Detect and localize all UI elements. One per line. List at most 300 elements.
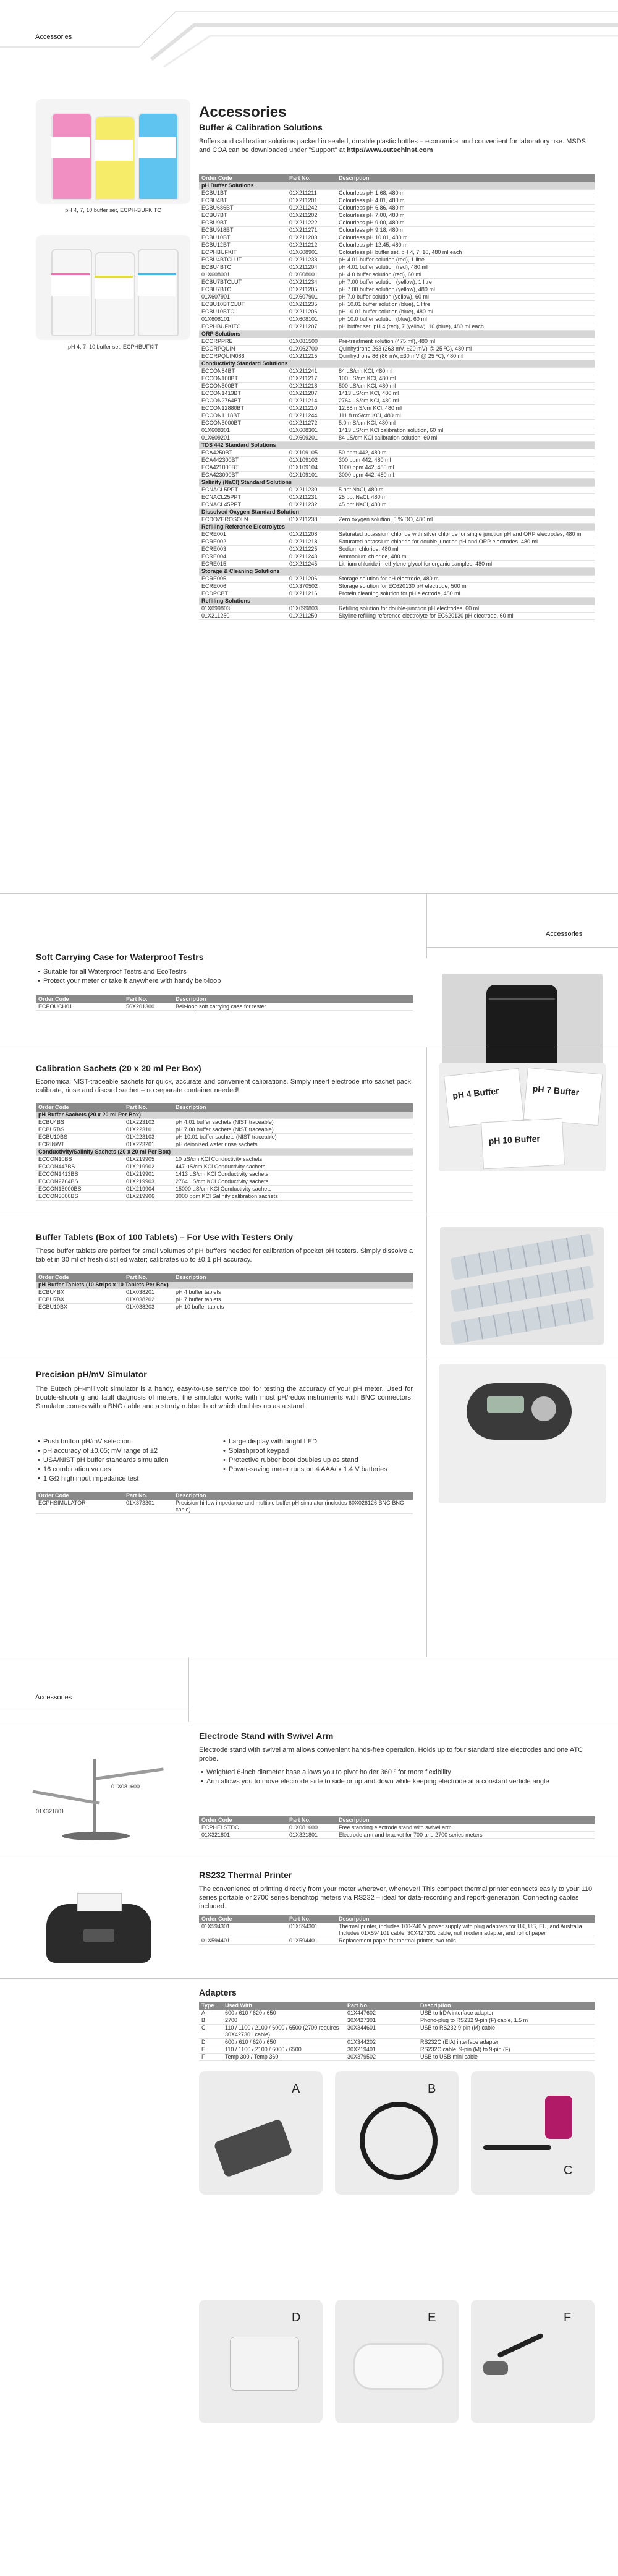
table-cell: ECBU10BTC [199,308,287,316]
table-cell: ECBU918BT [199,227,287,234]
table-cell: B [199,2017,222,2025]
table-row [199,2039,595,2046]
table-cell: 01X608101 [287,316,336,323]
table-row [199,583,595,590]
simulator-title: Precision pH/mV Simulator [36,1369,147,1379]
table-row [36,1178,413,1186]
table-cell: 01X211212 [287,242,336,249]
table-cell: 01X211222 [287,219,336,227]
table-row [199,405,595,412]
printer-order-table [199,1915,595,1945]
table-cell: ECBU1BT [199,190,287,197]
photo-label: D [292,2311,301,2324]
table-cell: 50 ppm 442, 480 ml [336,449,595,457]
table-cell: Colourless pH 10.01, 480 ml [336,234,595,242]
table-cell: 56X201300 [124,1003,173,1011]
table-row [199,472,595,479]
table-cell: 01X099803 [287,605,336,613]
table-cell: Zero oxygen solution, 0 % DO, 480 ml [336,516,595,524]
table-cell: 01X609201 [199,435,287,442]
table-row [199,227,595,234]
table-row [199,576,595,583]
table-cell: 01X038203 [124,1304,173,1311]
table-cell: 01X211234 [287,279,336,286]
carrying-case-title: Soft Carrying Case for Waterproof Testrs [36,952,204,962]
adapter-photo-a [199,2071,323,2195]
table-cell: Precision hi-low impedance and multiple buffer pH simulator (includes 60X026126 BNC-BNC cable) [173,1500,413,1514]
table-cell: Colourless pH buffer set, pH 4, 7, 10, 480 ml each [336,249,595,257]
table-row [36,1304,413,1311]
table-row [199,1937,595,1945]
table-cell: ECNACL25PPT [199,494,287,501]
table-cell: Saturated potassium chloride for double junction pH and ORP electrodes, 480 ml [336,538,595,546]
table-cell: ECA423000BT [199,472,287,479]
table-row [199,264,595,271]
table-row [199,487,595,494]
table-cell: 01X211272 [287,420,336,427]
table-cell: 30X427301 [345,2017,418,2025]
table-cell: USB to IrDA interface adapter [418,2010,595,2017]
table-cell: ECBU10BX [36,1304,124,1311]
table-cell: 01X609201 [287,435,336,442]
intro-text: Buffers and calibration solutions packed in sealed, durable plastic bottles – economical and convenient for laboratory use. MSDS and COA can be downloaded under "Support" at [199,138,586,154]
table-cell: 2764 µS/cm KCl, 480 ml [336,397,595,405]
table-cell: ECDPCBT [199,590,287,598]
table-row [199,590,595,598]
table-row [199,212,595,219]
table-cell: pH 10.0 buffer solution (blue), 60 ml [336,316,595,323]
table-cell: ECRE005 [199,576,287,583]
table-group-row [36,1282,413,1289]
table-cell: Replacement paper for thermal printer, two rolls [336,1937,595,1945]
table-cell: ECBU7BTC [199,286,287,294]
table-row [199,390,595,397]
table-cell: pH 7.00 buffer sachets (NIST traceable) [173,1126,413,1134]
table-row [199,464,595,472]
table-group-row [199,568,595,576]
table-cell: 110 / 1100 / 2100 / 6000 / 6500 (2700 requires 30X427301 cable) [222,2025,345,2039]
table-cell: 01X081600 [287,1824,336,1832]
table-group-row [199,598,595,605]
table-cell: 2764 µS/cm KCl Conductivity sachets [173,1178,413,1186]
col-order-code: Order Code [199,174,287,182]
adapter-photo-e [335,2300,459,2423]
table-row [199,605,595,613]
table-cell: 01X223101 [124,1126,173,1134]
adapter-photo-grid [199,2071,595,2559]
feature-item: • USA/NIST pH buffer standards simulation [43,1456,229,1465]
feature-item: • 16 combination values [43,1465,229,1474]
table-group-row [36,1149,413,1156]
simulator-features-left [37,1437,229,1484]
table-cell: pH 4.0 buffer solution (red), 60 ml [336,271,595,279]
table-cell: ECBU686BT [199,205,287,212]
table-row [199,501,595,509]
table-cell: 01X607901 [199,294,287,301]
table-cell: 01X211215 [287,353,336,360]
table-cell: 01X099803 [199,605,287,613]
table-cell: 01X211216 [287,590,336,598]
group-label: Storage & Cleaning Solutions [199,568,595,576]
table-cell: ECBU12BT [199,242,287,249]
group-label: Dissolved Oxygen Standard Solution [199,509,595,516]
table-cell: 01X223103 [124,1134,173,1141]
col-part-no: Part No. [124,1273,173,1282]
feature-item: • pH accuracy of ±0.05; mV range of ±2 [43,1447,229,1456]
table-cell: Storage solution for pH electrode, 480 ml [336,576,595,583]
table-cell: F [199,2054,222,2061]
table-cell: 01X211210 [287,405,336,412]
section-intro [199,137,595,155]
table-group-row [199,479,595,487]
table-cell: 01X038202 [124,1296,173,1304]
buffer-bottles-clear-image [36,235,190,340]
table-cell: RS232C cable, 9-pin (M) to 9-pin (F) [418,2046,595,2054]
table-cell: 01X211206 [287,308,336,316]
simulator-image [439,1364,606,1503]
table-group-row [36,1112,413,1119]
carrying-case-features [37,967,414,986]
table-cell: 01X211235 [287,301,336,308]
col-description: Description [336,1816,595,1824]
page-1 [0,0,618,893]
table-cell: ECRE004 [199,553,287,561]
feature-item: • Suitable for all Waterproof Testrs and EcoTestrs [43,967,414,977]
feature-item: • Push button pH/mV selection [43,1437,229,1447]
table-cell: 01X211207 [287,323,336,331]
table-cell: pH buffer set, pH 4 (red), 7 (yellow), 10 (blue), 480 ml each [336,323,595,331]
table-row [199,242,595,249]
table-cell: ECNACL5PPT [199,487,287,494]
sachets-title: Calibration Sachets (20 x 20 ml Per Box) [36,1063,201,1073]
table-cell: A [199,2010,222,2017]
group-label: TDS 442 Standard Solutions [199,442,595,449]
sachet-label: pH 10 Buffer [488,1133,541,1146]
table-group-row [199,182,595,190]
table-cell: 1000 ppm 442, 480 ml [336,464,595,472]
table-row [199,294,595,301]
table-row [199,383,595,390]
table-cell: 01X219903 [124,1178,173,1186]
section-subtitle: Buffer & Calibration Solutions [199,122,323,132]
table-cell: 5.0 mS/cm KCl, 480 ml [336,420,595,427]
table-cell: 01X608901 [287,249,336,257]
page-title: Accessories [199,104,287,121]
table-cell: 10 µS/cm KCl Conductivity sachets [173,1156,413,1163]
table-cell: ECA421000BT [199,464,287,472]
table-row [199,286,595,294]
col-order-code: Order Code [199,1915,287,1923]
table-cell: 01X219902 [124,1163,173,1171]
group-label: Salinity (NaCl) Standard Solutions [199,479,595,487]
table-cell: 110 / 1100 / 2100 / 6000 / 6500 [222,2046,345,2054]
table-cell: ECBU9BT [199,219,287,227]
col-description: Description [336,174,595,182]
table-cell: 3000 ppm KCl Salinity calibration sachets [173,1193,413,1201]
section-tab: Accessories [546,930,583,938]
table-cell: 01X608001 [199,271,287,279]
table-cell: 01X370502 [287,583,336,590]
table-row [199,219,595,227]
table-cell: ECCON2764BT [199,397,287,405]
table-row [199,368,595,375]
table-cell: Electrode arm and bracket for 700 and 2700 series meters [336,1832,595,1839]
table-cell: Quinhydrone 86 (86 mV, ±30 mV @ 25 ºC), 480 ml [336,353,595,360]
table-row [199,420,595,427]
table-cell: pH 7.00 buffer solution (yellow), 480 ml [336,286,595,294]
table-cell: 1413 µS/cm KCl calibration solution, 60 ml [336,427,595,435]
sachets-intro: Economical NIST-traceable sachets for quick, accurate and convenient calibrations. Simply insert electrode into sachet pack, calibrate, rinse and discard sachet – no separate container needed! [36,1078,413,1094]
table-cell: 01X211238 [287,516,336,524]
stand-intro: Electrode stand with swivel arm allows convenient hands-free operation. Holds up to four standard size electrodes and one ATC probe. [199,1746,583,1762]
photo-label: E [428,2311,436,2324]
table-cell: 111.8 mS/cm KCl, 480 ml [336,412,595,420]
table-row [199,1832,595,1839]
table-cell: Lithium chloride in ethylene-glycol for organic samples, 480 ml [336,561,595,568]
col-used-with: Used With [222,2002,345,2010]
table-cell: Storage solution for EC620130 pH electrode, 500 ml [336,583,595,590]
table-cell: 01X062700 [287,346,336,353]
table-cell: Sodium chloride, 480 ml [336,546,595,553]
table-cell: ECCON12880BT [199,405,287,412]
table-group-row [199,360,595,368]
col-order-code: Order Code [36,1492,124,1500]
table-cell: 447 µS/cm KCl Conductivity sachets [173,1163,413,1171]
table-cell: Skyline refilling reference electrolyte for EC620130 pH electrode, 60 ml [336,613,595,620]
carrying-order-table [36,995,413,1011]
table-cell: ECBU7BS [36,1126,124,1134]
table-row [36,1141,413,1149]
table-cell: ECPHSIMULATOR [36,1500,124,1514]
thermal-printer-image [34,1885,170,1975]
table-cell: ECCON3000BS [36,1193,124,1201]
table-cell: 45 ppt NaCl, 480 ml [336,501,595,509]
table-row [36,1156,413,1163]
group-label: ORP Solutions [199,331,595,338]
group-label: Refilling Solutions [199,598,595,605]
table-cell: ECRE001 [199,531,287,538]
table-cell: ECCON84BT [199,368,287,375]
table-cell: ECBU10BTCLUT [199,301,287,308]
table-cell: 84 µS/cm KCl calibration solution, 60 ml [336,435,595,442]
table-row [36,1171,413,1178]
buffer-order-table [199,174,595,620]
table-cell: 01X109101 [287,472,336,479]
table-cell: ECCON1413BT [199,390,287,397]
table-cell: Pre-treatment solution (475 ml), 480 ml [336,338,595,346]
table-cell: ECBU7BTCLUT [199,279,287,286]
col-part-no: Part No. [287,1816,336,1824]
table-row [199,449,595,457]
feature-item: • 1 GΩ high input impedance test [43,1474,229,1484]
table-cell: 01X211271 [287,227,336,234]
table-row [199,427,595,435]
table-row [199,316,595,323]
simulator-intro: The Eutech pH-millivolt simulator is a handy, easy-to-use service tool for testing the accuracy of your pH meter. Used for trouble-shooting and fault diagnosis of meters, the simulator works with most pH/redox instruments with BNC connectors. Simulator comes with a BNC cable and a sturdy rubber boot which doubles up as a stand. [36,1385,413,1410]
table-cell: 01X211242 [287,205,336,212]
table-cell: 01X211225 [287,546,336,553]
table-cell: ECCON100BT [199,375,287,383]
table-cell: ECCON5000BT [199,420,287,427]
table-row [199,2017,595,2025]
image-caption: pH 4, 7, 10 buffer set, ECPHBUFKIT [68,344,158,350]
table-cell: ECORPQUIN086 [199,353,287,360]
table-cell: RS232C (EIA) interface adapter [418,2039,595,2046]
feature-item: • Protective rubber boot doubles up as stand [229,1456,420,1465]
col-order-code: Order Code [36,995,124,1003]
table-cell: ECRINWT [36,1141,124,1149]
simulator-features-right [222,1437,420,1474]
stand-label: 01X321801 [36,1808,65,1814]
table-cell: Phono-plug to RS232 9-pin (F) cable, 1.5 m [418,2017,595,2025]
table-row [199,538,595,546]
table-cell: 30X379502 [345,2054,418,2061]
table-row [199,2025,595,2039]
table-cell: pH 4.01 buffer sachets (NIST traceable) [173,1119,413,1126]
table-row [36,1193,413,1201]
col-part-no: Part No. [124,1103,173,1112]
table-cell: ECCON500BT [199,383,287,390]
feature-item: • Power-saving meter runs on 4 AAA/ x 1.4 V batteries [229,1465,420,1474]
table-cell: 01X211201 [287,197,336,205]
table-row [36,1126,413,1134]
table-cell: ECORPQUIN [199,346,287,353]
group-label: pH Buffer Solutions [199,182,595,190]
photo-label: B [428,2082,436,2096]
website-link[interactable]: http://www.eutechinst.com [346,147,433,154]
table-group-row [199,331,595,338]
table-cell: 01X211233 [287,257,336,264]
table-cell: pH 4 buffer tablets [173,1289,413,1296]
table-cell: 01X321801 [199,1832,287,1839]
page-3 [0,1657,618,2576]
table-row [199,249,595,257]
table-cell: 01X211204 [287,264,336,271]
table-cell: 01X608101 [199,316,287,323]
table-row [199,1923,595,1937]
table-cell: 3000 ppm 442, 480 ml [336,472,595,479]
table-cell: 01X211218 [287,538,336,546]
table-cell: 01X211230 [287,487,336,494]
table-row [199,375,595,383]
table-cell: 01X109105 [287,449,336,457]
table-cell: ECA442300BT [199,457,287,464]
table-cell: pH 10.01 buffer solution (blue), 1 litre [336,301,595,308]
table-cell: 01X608301 [199,427,287,435]
table-cell: pH 7.00 buffer solution (yellow), 1 litre [336,279,595,286]
printer-intro: The convenience of printing directly from your meter wherever, whenever! This compact thermal printer connects easily to your 110 series portable or 2700 series benchtop meters via RS232 – ideal for data-recording and report-generation. Connecting cables included. [199,1885,593,1910]
table-cell: Colourless pH 9.18, 480 ml [336,227,595,234]
col-description: Description [418,2002,595,2010]
table-cell: ECBU4BS [36,1119,124,1126]
table-cell: 600 / 610 / 620 / 650 [222,2039,345,2046]
group-label: pH Buffer Sachets (20 x 20 ml Per Box) [36,1112,413,1119]
table-cell: Ammonium chloride, 480 ml [336,553,595,561]
table-cell: C [199,2025,222,2039]
image-caption: pH 4, 7, 10 buffer set, ECPH-BUFKITC [65,207,161,213]
table-row [199,308,595,316]
table-cell: Saturated potassium chloride with silver chloride for single junction pH and ORP electrodes, 480 ml [336,531,595,538]
table-cell: ECA4250BT [199,449,287,457]
table-row [36,1163,413,1171]
table-cell: 01X109104 [287,464,336,472]
table-row [199,412,595,420]
table-cell: USB to RS232 9-pin (M) cable [418,2025,595,2039]
group-label: Refilling Reference Electrolytes [199,524,595,531]
stand-order-table [199,1816,595,1839]
adapter-photo-f [471,2300,595,2423]
table-cell: ECNACL45PPT [199,501,287,509]
left-column-separator [188,1657,189,1722]
table-cell: ECCON15000BS [36,1186,124,1193]
printer-title: RS232 Thermal Printer [199,1870,292,1880]
table-cell: Free standing electrode stand with swivel arm [336,1824,595,1832]
table-row [199,353,595,360]
simulator-order-table [36,1492,413,1514]
table-row [36,1289,413,1296]
table-cell: ECCON1413BS [36,1171,124,1178]
table-row [199,531,595,538]
table-cell: ECDOZEROSOLN [199,516,287,524]
table-row [199,553,595,561]
table-cell: 100 µS/cm KCl, 480 ml [336,375,595,383]
col-description: Description [336,1915,595,1923]
table-cell: 01X223201 [124,1141,173,1149]
table-cell: D [199,2039,222,2046]
table-cell: 01X211250 [287,613,336,620]
table-row [36,1296,413,1304]
table-cell: 01X211203 [287,234,336,242]
feature-item: • Weighted 6-inch diameter base allows you to pivot holder 360 º for more flexibility [206,1768,596,1777]
col-part-no: Part No. [345,2002,418,2010]
table-cell: 01X321801 [287,1832,336,1839]
table-cell: ECBU4BTCLUT [199,257,287,264]
table-cell: 01X219906 [124,1193,173,1201]
table-cell: pH 10.01 buffer sachets (NIST traceable) [173,1134,413,1141]
table-row [199,546,595,553]
table-cell: 01X594401 [199,1937,287,1945]
table-cell: ECPHBUFKITC [199,323,287,331]
table-cell: 300 ppm 442, 480 ml [336,457,595,464]
table-cell: 01X211207 [287,390,336,397]
table-cell: 01X211205 [287,286,336,294]
table-cell: 2700 [222,2017,345,2025]
table-cell: 01X344202 [345,2039,418,2046]
table-cell: Protein cleaning solution for pH electrode, 480 ml [336,590,595,598]
table-cell: 01X038201 [124,1289,173,1296]
table-row [199,323,595,331]
col-part-no: Part No. [287,174,336,182]
table-row [199,613,595,620]
table-row [36,1500,413,1514]
table-cell: Colourless pH 6.86, 480 ml [336,205,595,212]
adapter-photo-c [471,2071,595,2195]
adapters-table [199,2002,595,2061]
table-row [199,2010,595,2017]
table-cell: ECBU7BX [36,1296,124,1304]
table-cell: 01X211202 [287,212,336,219]
table-cell: 600 / 610 / 620 / 650 [222,2010,345,2017]
tablets-intro: These buffer tablets are perfect for small volumes of pH buffers needed for calibration of pocket pH testers. Simply dissolve a tablet in 30 ml of fresh distilled water; calibrates up to ±0.1 pH accuracy. [36,1248,413,1264]
table-cell: 01X211250 [199,613,287,620]
table-cell: 01X223102 [124,1119,173,1126]
table-row [199,516,595,524]
page-2 [0,893,618,1657]
table-cell: Colourless pH 9.00, 480 ml [336,219,595,227]
table-row [199,561,595,568]
table-cell: 1413 µS/cm KCl Conductivity sachets [173,1171,413,1178]
table-cell: 01X219901 [124,1171,173,1178]
